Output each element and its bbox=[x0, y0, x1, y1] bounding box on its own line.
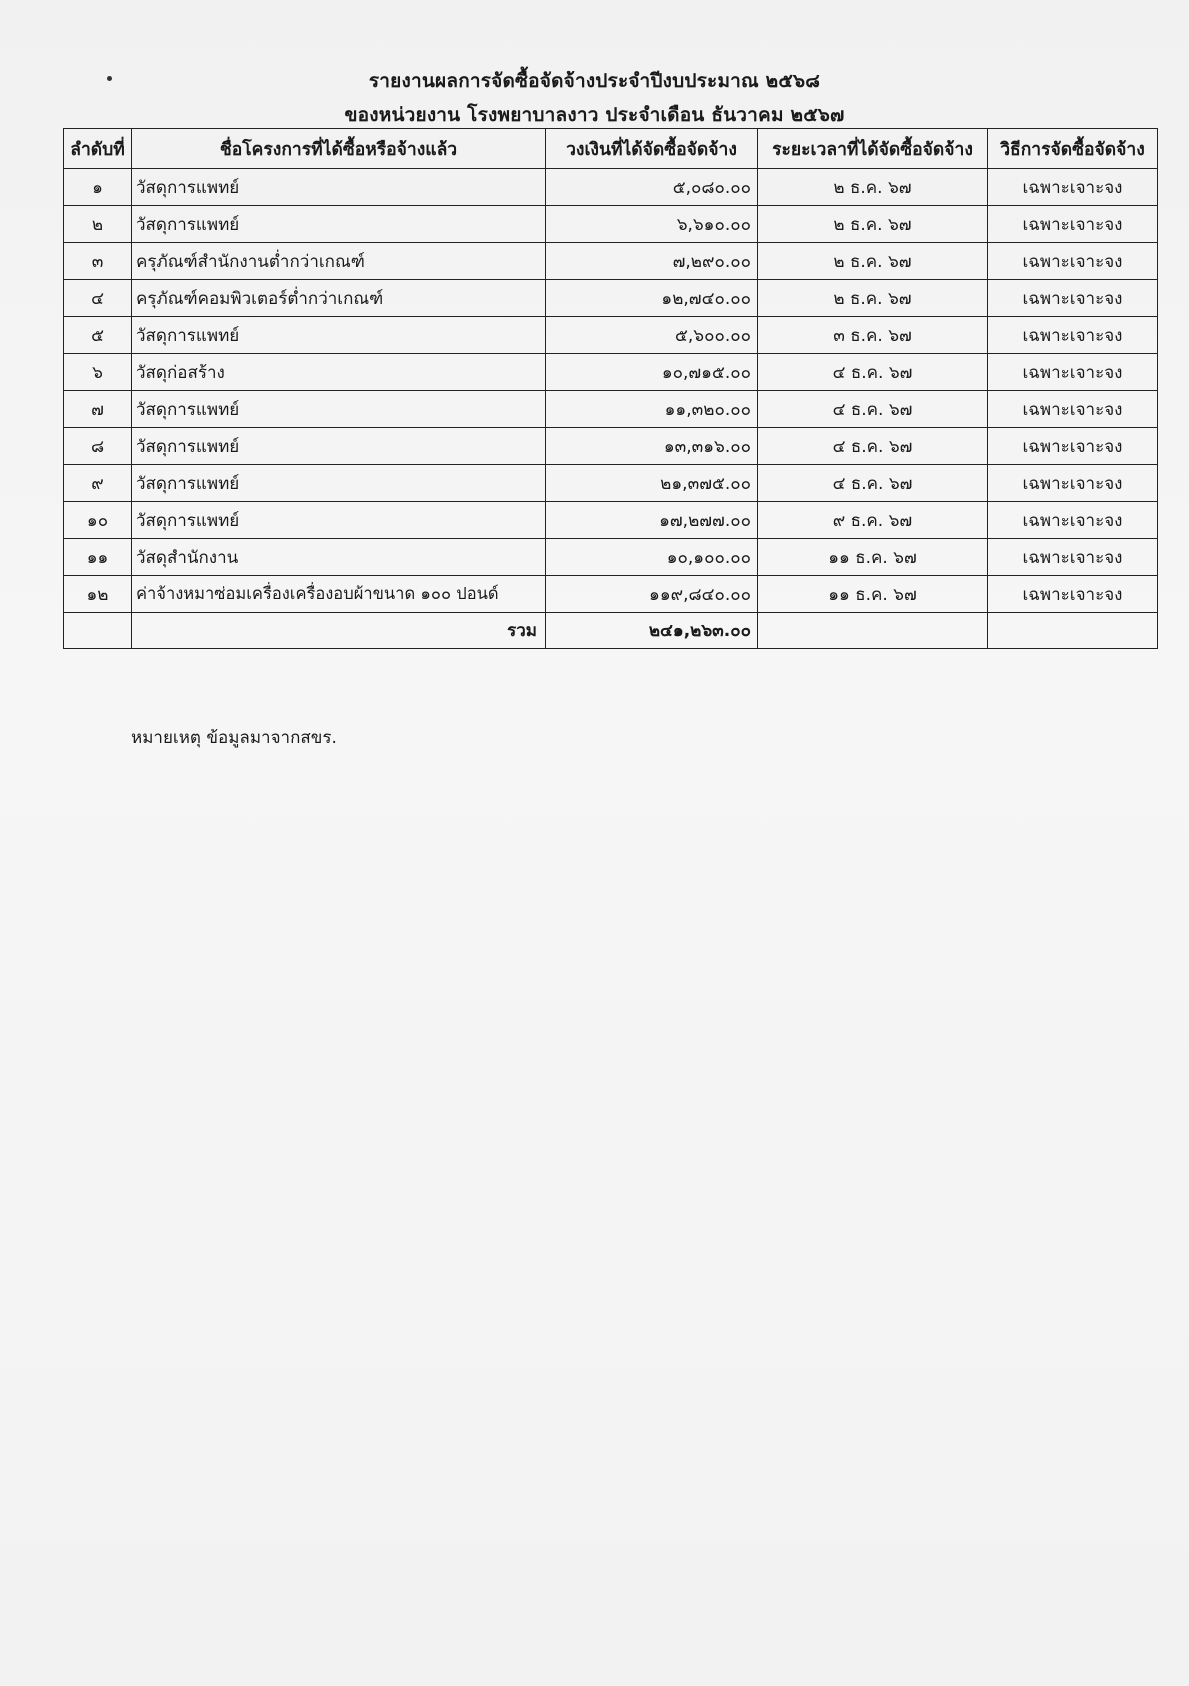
table-row bbox=[64, 317, 1158, 354]
row-method: เฉพาะเจาะจง bbox=[988, 169, 1158, 206]
row-amount: ๑๑,๓๒๐.๐๐ bbox=[546, 391, 758, 428]
row-name: ค่าจ้างหมาซ่อมเครื่องเครื่องอบผ้าขนาด ๑๐๐ ปอนด์ bbox=[132, 576, 546, 613]
row-name: วัสดุก่อสร้าง bbox=[132, 354, 546, 391]
table-row bbox=[64, 206, 1158, 243]
table-header-row bbox=[64, 129, 1158, 169]
row-no: ๑๐ bbox=[64, 502, 132, 539]
total-empty-cell bbox=[988, 613, 1158, 649]
row-no: ๑๒ bbox=[64, 576, 132, 613]
row-no: ๖ bbox=[64, 354, 132, 391]
row-name: ครุภัณฑ์คอมพิวเตอร์ต่ำกว่าเกณฑ์ bbox=[132, 280, 546, 317]
row-no: ๘ bbox=[64, 428, 132, 465]
total-empty-cell bbox=[64, 613, 132, 649]
table-row bbox=[64, 428, 1158, 465]
row-amount: ๑๐,๑๐๐.๐๐ bbox=[546, 539, 758, 576]
row-date: ๑๑ ธ.ค. ๖๗ bbox=[758, 576, 988, 613]
row-amount: ๕,๖๐๐.๐๐ bbox=[546, 317, 758, 354]
row-amount: ๑๓,๓๑๖.๐๐ bbox=[546, 428, 758, 465]
row-name: วัสดุการแพทย์ bbox=[132, 317, 546, 354]
row-method: เฉพาะเจาะจง bbox=[988, 391, 1158, 428]
row-method: เฉพาะเจาะจง bbox=[988, 354, 1158, 391]
table-row bbox=[64, 354, 1158, 391]
row-amount: ๑๗,๒๗๗.๐๐ bbox=[546, 502, 758, 539]
row-name: วัสดุการแพทย์ bbox=[132, 391, 546, 428]
row-no: ๑๑ bbox=[64, 539, 132, 576]
row-method: เฉพาะเจาะจง bbox=[988, 317, 1158, 354]
col-header-no: ลำดับที่ bbox=[64, 129, 132, 169]
row-no: ๙ bbox=[64, 465, 132, 502]
row-method: เฉพาะเจาะจง bbox=[988, 243, 1158, 280]
row-name: วัสดุการแพทย์ bbox=[132, 502, 546, 539]
row-amount: ๗,๒๙๐.๐๐ bbox=[546, 243, 758, 280]
table-row bbox=[64, 576, 1158, 613]
row-name: วัสดุการแพทย์ bbox=[132, 465, 546, 502]
table-row bbox=[64, 539, 1158, 576]
table-row bbox=[64, 502, 1158, 539]
row-date: ๒ ธ.ค. ๖๗ bbox=[758, 280, 988, 317]
row-name: วัสดุการแพทย์ bbox=[132, 206, 546, 243]
procurement-table bbox=[63, 128, 1158, 649]
footnote: หมายเหตุ ข้อมูลมาจากสขร. bbox=[131, 728, 337, 748]
row-no: ๓ bbox=[64, 243, 132, 280]
report-title: รายงานผลการจัดซื้อจัดจ้างประจำปีงบประมาณ ๒๕๖๘ bbox=[368, 70, 821, 92]
row-name: ครุภัณฑ์สำนักงานต่ำกว่าเกณฑ์ bbox=[132, 243, 546, 280]
col-header-date: ระยะเวลาที่ได้จัดซื้อจัดจ้าง bbox=[758, 129, 988, 169]
row-date: ๒ ธ.ค. ๖๗ bbox=[758, 243, 988, 280]
row-name: วัสดุการแพทย์ bbox=[132, 169, 546, 206]
row-amount: ๑๐,๗๑๕.๐๐ bbox=[546, 354, 758, 391]
row-date: ๔ ธ.ค. ๖๗ bbox=[758, 354, 988, 391]
row-method: เฉพาะเจาะจง bbox=[988, 280, 1158, 317]
table-row bbox=[64, 465, 1158, 502]
row-no: ๔ bbox=[64, 280, 132, 317]
row-no: ๑ bbox=[64, 169, 132, 206]
row-date: ๔ ธ.ค. ๖๗ bbox=[758, 428, 988, 465]
col-header-method: วิธีการจัดซื้อจัดจ้าง bbox=[988, 129, 1158, 169]
row-amount: ๒๑,๓๗๕.๐๐ bbox=[546, 465, 758, 502]
row-date: ๑๑ ธ.ค. ๖๗ bbox=[758, 539, 988, 576]
table-row bbox=[64, 243, 1158, 280]
row-name: วัสดุสำนักงาน bbox=[132, 539, 546, 576]
row-date: ๔ ธ.ค. ๖๗ bbox=[758, 391, 988, 428]
row-no: ๕ bbox=[64, 317, 132, 354]
col-header-name: ชื่อโครงการที่ได้ซื้อหรือจ้างแล้ว bbox=[132, 129, 546, 169]
row-amount: ๖,๖๑๐.๐๐ bbox=[546, 206, 758, 243]
row-method: เฉพาะเจาะจง bbox=[988, 502, 1158, 539]
row-date: ๔ ธ.ค. ๖๗ bbox=[758, 465, 988, 502]
total-empty-cell bbox=[758, 613, 988, 649]
row-method: เฉพาะเจาะจง bbox=[988, 428, 1158, 465]
total-amount: ๒๔๑,๒๖๓.๐๐ bbox=[546, 613, 758, 649]
row-amount: ๑๒,๗๔๐.๐๐ bbox=[546, 280, 758, 317]
row-amount: ๕,๐๘๐.๐๐ bbox=[546, 169, 758, 206]
row-date: ๙ ธ.ค. ๖๗ bbox=[758, 502, 988, 539]
report-subtitle: ของหน่วยงาน โรงพยาบาลงาว ประจำเดือน ธันวาคม ๒๕๖๗ bbox=[344, 104, 845, 126]
table-row bbox=[64, 280, 1158, 317]
total-label: รวม bbox=[132, 613, 546, 649]
col-header-amount: วงเงินที่ได้จัดซื้อจัดจ้าง bbox=[546, 129, 758, 169]
row-no: ๗ bbox=[64, 391, 132, 428]
table-row bbox=[64, 169, 1158, 206]
table-row bbox=[64, 391, 1158, 428]
row-date: ๓ ธ.ค. ๖๗ bbox=[758, 317, 988, 354]
row-amount: ๑๑๙,๘๔๐.๐๐ bbox=[546, 576, 758, 613]
row-method: เฉพาะเจาะจง bbox=[988, 206, 1158, 243]
table-total-row bbox=[64, 613, 1158, 649]
row-date: ๒ ธ.ค. ๖๗ bbox=[758, 206, 988, 243]
row-name: วัสดุการแพทย์ bbox=[132, 428, 546, 465]
row-method: เฉพาะเจาะจง bbox=[988, 539, 1158, 576]
row-date: ๒ ธ.ค. ๖๗ bbox=[758, 169, 988, 206]
row-method: เฉพาะเจาะจง bbox=[988, 465, 1158, 502]
row-method: เฉพาะเจาะจง bbox=[988, 576, 1158, 613]
row-no: ๒ bbox=[64, 206, 132, 243]
